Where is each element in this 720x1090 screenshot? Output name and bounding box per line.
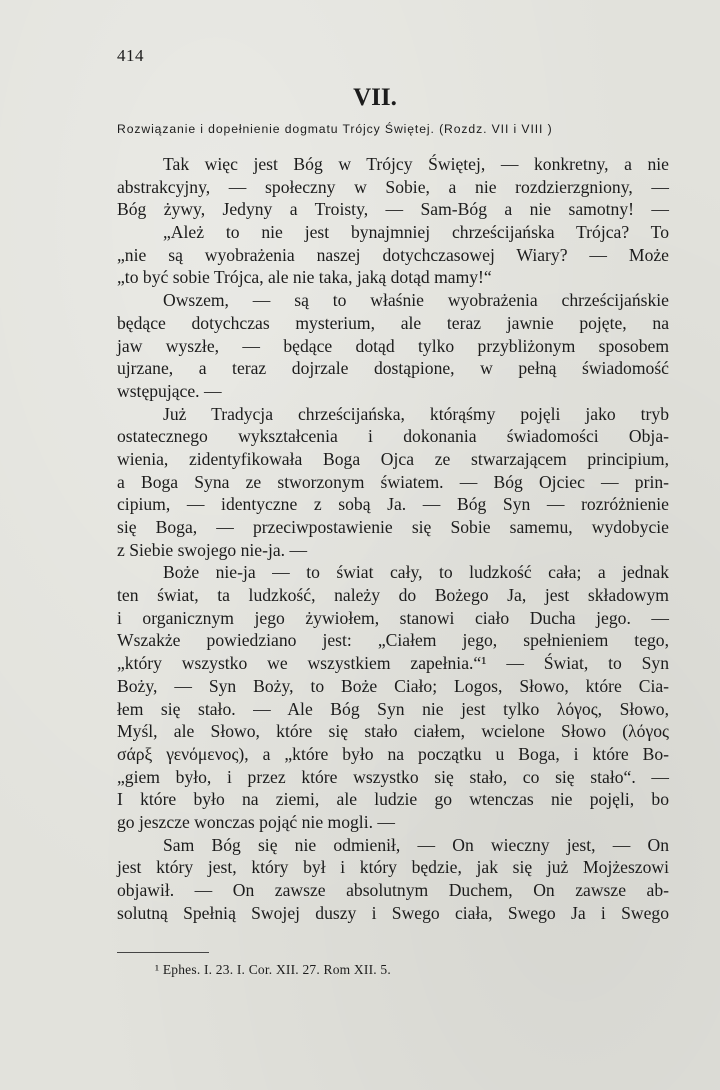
text-line: Sam Bóg się nie odmienił, — On wieczny jest, — On: [163, 834, 669, 855]
text-line: „nie są wyobrażenia naszej dotychczasowej Wiary? — Może: [117, 244, 669, 265]
text-line: cipium, — identyczne z sobą Ja. — Bóg Syn — rozróżnienie: [117, 494, 669, 515]
text-line: „który wszystko we wszystkiem zapełnia.“¹ — Świat, to Syn: [117, 653, 669, 674]
text-line: Boży, — Syn Boży, to Boże Ciało; Logos, Słowo, które Cia-: [117, 675, 669, 696]
text-line: ten świat, ta ludzkość, należy do Bożego Ja, jest składowym: [117, 585, 669, 606]
text-line: solutną Spełnią Swojej duszy i Swego ciała, Swego Ja i Swego: [117, 902, 669, 923]
text-line: łem się stało. — Ale Bóg Syn nie jest tylko λόγος, Słowo,: [117, 698, 669, 719]
footnote-divider: [117, 952, 209, 953]
text-line: a Boga Syna ze stworzonym światem. — Bóg Ojciec — prin-: [117, 471, 669, 492]
body-text: [117, 153, 669, 924]
text-line: jest który jest, który był i który będzie, jak się już Mojżeszowi: [117, 857, 669, 878]
text-line: Tak więc jest Bóg w Trójcy Świętej, — konkretny, a nie: [163, 154, 669, 174]
text-line: Wszakże powiedziano jest: „Ciałem jego, spełnieniem tego,: [117, 630, 669, 651]
chapter-subtitle: Rozwiązanie i dopełnienie dogmatu Trójcy Świętej. (Rozdz. VII i VIII ): [117, 122, 553, 136]
text-line: wstępujące. —: [117, 380, 222, 401]
page-number: 414: [117, 46, 144, 65]
text-line: z Siebie swojego nie-ja. —: [117, 539, 308, 560]
text-line: Boże nie-ja — to świat cały, to ludzkość cała; a jednak: [163, 562, 669, 583]
text-line: Myśl, ale Słowo, które się stało ciałem, wcielone Słowo (λόγος: [117, 721, 669, 742]
footnote: ¹ Ephes. I. 23. I. Cor. XII. 27. Rom XII. 5.: [155, 962, 391, 977]
text-line: ostatecznego wykształcenia i dokonania świadomości Obja-: [117, 426, 669, 447]
text-line: I które było na ziemi, ale ludzie go wtenczas nie pojęli, bo: [117, 789, 669, 810]
text-line: σάρξ γενόμενος), a „które było na początku u Boga, i które Bo-: [117, 743, 669, 764]
text-line: jaw wyszłe, — będące dotąd tylko przybliżonym sposobem: [117, 335, 669, 356]
text-line: abstrakcyjny, — społeczny w Sobie, a nie rozdzierzgniony, —: [117, 176, 669, 197]
text-line: Już Tradycja chrześcijańska, którąśmy pojęli jako tryb: [163, 403, 669, 424]
text-line: objawił. — On zawsze absolutnym Duchem, On zawsze ab-: [117, 880, 669, 900]
text-line: i organicznym jego żywiołem, stanowi ciało Ducha jego. —: [117, 607, 669, 628]
chapter-title: VII.: [353, 84, 397, 111]
text-line: Bóg żywy, Jedyny a Troisty, — Sam-Bóg a nie samotny! —: [117, 199, 669, 220]
text-line: „to być sobie Trójca, ale nie taka, jaką dotąd mamy!“: [117, 267, 492, 288]
text-line: go jeszcze wonczas pojąć nie mogli. —: [117, 811, 395, 832]
text-line: „Ależ to nie jest bynajmniej chrześcijańska Trójca? To: [163, 222, 669, 243]
text-line: się Boga, — przeciwpostawienie się Sobie samemu, wydobycie: [117, 517, 669, 537]
text-line: będące dotychczas mysterium, ale teraz jawnie pojęte, na: [117, 312, 669, 333]
text-line: wienia, zidentyfikowała Boga Ojca ze stwarzającem principium,: [117, 448, 669, 469]
text-line: ujrzane, a teraz dojrzale dostąpione, w pełną świadomość: [117, 358, 669, 379]
text-line: „giem było, i przez które wszystko się stało, co się stało“. —: [117, 766, 669, 787]
text-line: Owszem, — są to właśnie wyobrażenia chrześcijańskie: [163, 290, 669, 311]
